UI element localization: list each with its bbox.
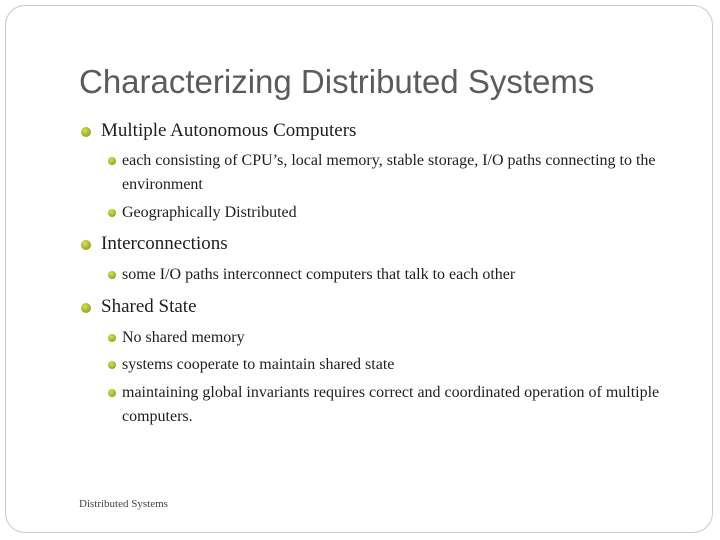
bullet-icon — [108, 271, 116, 279]
item-geographically-distributed: Geographically Distributed — [122, 204, 297, 221]
item-cooperate: systems cooperate to maintain shared state — [122, 356, 395, 373]
item-no-shared-memory: No shared memory — [122, 329, 245, 346]
section-heading-computers: Multiple Autonomous Computers — [101, 120, 357, 141]
section-heading-interconnections: Interconnections — [101, 233, 228, 254]
slide-footer: Distributed Systems — [79, 498, 168, 510]
bullet-icon — [108, 334, 116, 342]
bullet-icon — [108, 209, 116, 217]
section-heading-shared-state: Shared State — [101, 296, 197, 317]
bullet-icon — [81, 240, 91, 250]
bullet-icon — [81, 303, 91, 313]
item-cpu-memory: each consisting of CPU’s, local memory, stable storage, I/O paths connecting to the environment — [122, 152, 656, 193]
bullet-icon — [108, 389, 116, 397]
bullet-icon — [81, 127, 91, 137]
bullet-icon — [108, 157, 116, 165]
item-io-paths: some I/O paths interconnect computers that talk to each other — [122, 266, 516, 283]
bullet-icon — [108, 361, 116, 369]
item-global-invariants: maintaining global invariants requires correct and coordinated operation of multiple computers. — [122, 384, 660, 425]
slide-title: Characterizing Distributed Systems — [79, 63, 595, 100]
